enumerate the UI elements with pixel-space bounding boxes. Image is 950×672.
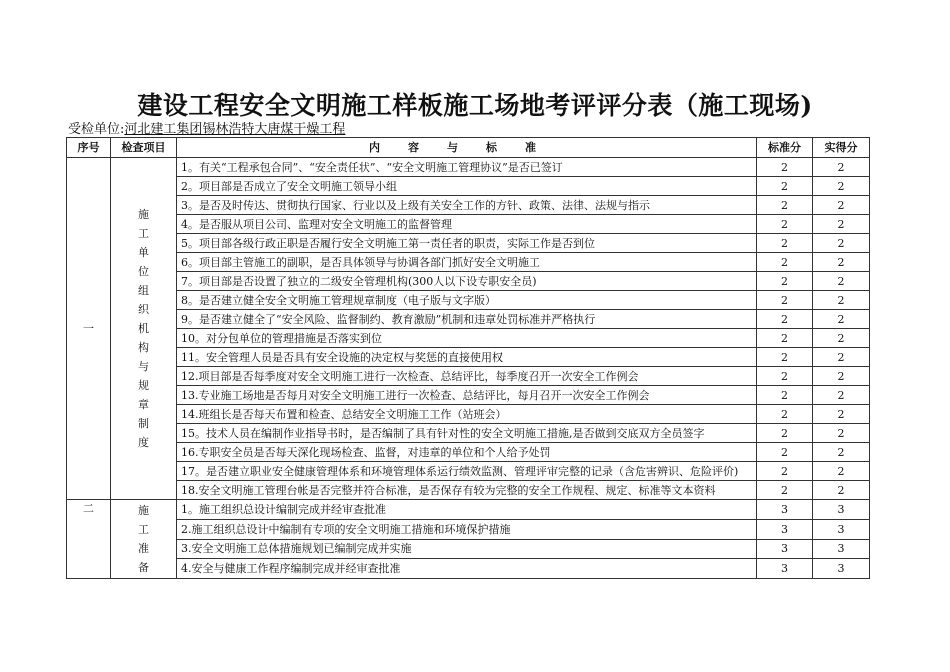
standard-score: 2 xyxy=(757,310,813,329)
actual-score: 2 xyxy=(813,196,870,215)
actual-score: 2 xyxy=(813,177,870,196)
actual-score: 2 xyxy=(813,253,870,272)
criteria-text: 6。项目部主管施工的副职，是否具体领导与协调各部门抓好安全文明施工 xyxy=(177,253,757,272)
actual-score: 2 xyxy=(813,405,870,424)
criteria-text: 5。项目部各级行政正职是否履行安全文明施工第一责任者的职责，实际工作是否到位 xyxy=(177,234,757,253)
actual-score: 2 xyxy=(813,367,870,386)
standard-score: 2 xyxy=(757,424,813,443)
standard-score: 2 xyxy=(757,291,813,310)
standard-score: 2 xyxy=(757,329,813,348)
table-row xyxy=(67,500,870,520)
criteria-text: 4。是否服从项目公司、监理对安全文明施工的监督管理 xyxy=(177,215,757,234)
standard-score: 3 xyxy=(757,519,813,539)
section-category: 施工单位组织机构与规章制度 xyxy=(138,208,149,449)
standard-score: 2 xyxy=(757,367,813,386)
actual-score: 2 xyxy=(813,386,870,405)
table-row xyxy=(67,215,870,234)
criteria-text: 8。是否建立健全安全文明施工管理规章制度（电子版与文字版） xyxy=(177,291,757,310)
criteria-text: 18.安全文明施工管理台帐是否完整并符合标准，是否保存有较为完整的安全工作规程、规定、标准等文本资料 xyxy=(177,481,757,500)
section-category-cell xyxy=(111,500,177,579)
header-content: 内容与标准 xyxy=(177,138,757,158)
table-header-row xyxy=(67,138,870,158)
standard-score: 2 xyxy=(757,386,813,405)
inspected-unit-line xyxy=(68,118,345,137)
table-body xyxy=(67,158,870,579)
criteria-text: 3。是否及时传达、贯彻执行国家、行业以及上级有关安全工作的方针、政策、法律、法规与指示 xyxy=(177,196,757,215)
actual-score: 2 xyxy=(813,310,870,329)
standard-score: 3 xyxy=(757,539,813,559)
standard-score: 3 xyxy=(757,559,813,579)
criteria-text: 17。是否建立职业安全健康管理体系和环境管理体系运行绩效监测、管理评审完整的记录（含危害辨识、危险评价) xyxy=(177,462,757,481)
standard-score: 2 xyxy=(757,177,813,196)
table-row xyxy=(67,158,870,177)
standard-score: 2 xyxy=(757,215,813,234)
table-row xyxy=(67,405,870,424)
criteria-text: 9。是否建立健全了“安全风险、监督制约、教育激励”机制和违章处罚标准并严格执行 xyxy=(177,310,757,329)
table-row xyxy=(67,310,870,329)
criteria-text: 10。对分包单位的管理措施是否落实到位 xyxy=(177,329,757,348)
header-seq: 序号 xyxy=(67,138,111,158)
actual-score: 2 xyxy=(813,462,870,481)
table-row xyxy=(67,253,870,272)
inspected-unit-value: 河北建工集团锡林浩特大唐煤干燥工程 xyxy=(124,122,346,137)
section-category-cell xyxy=(111,158,177,500)
table-row xyxy=(67,272,870,291)
criteria-text: 2.施工组织总设计中编制有专项的安全文明施工措施和环境保护措施 xyxy=(177,519,757,539)
table-row xyxy=(67,481,870,500)
standard-score: 2 xyxy=(757,443,813,462)
actual-score: 2 xyxy=(813,215,870,234)
standard-score: 2 xyxy=(757,234,813,253)
table-row xyxy=(67,329,870,348)
table-row xyxy=(67,348,870,367)
actual-score: 2 xyxy=(813,348,870,367)
score-table xyxy=(66,137,870,579)
table-row xyxy=(67,539,870,559)
criteria-text: 15。技术人员在编制作业指导书时，是否编制了具有针对性的安全文明施工措施,是否做到交底双方全员签字 xyxy=(177,424,757,443)
actual-score: 3 xyxy=(813,539,870,559)
standard-score: 3 xyxy=(757,500,813,520)
section-seq: 一 xyxy=(67,158,111,500)
inspected-unit-label: 受检单位: xyxy=(68,122,125,137)
actual-score: 2 xyxy=(813,424,870,443)
standard-score: 2 xyxy=(757,348,813,367)
header-standard-score: 标准分 xyxy=(757,138,813,158)
criteria-text: 3.安全文明施工总体措施规划已编制完成并实施 xyxy=(177,539,757,559)
actual-score: 3 xyxy=(813,559,870,579)
table-row xyxy=(67,367,870,386)
criteria-text: 2。项目部是否成立了安全文明施工领导小组 xyxy=(177,177,757,196)
actual-score: 2 xyxy=(813,272,870,291)
table-row xyxy=(67,291,870,310)
standard-score: 2 xyxy=(757,462,813,481)
criteria-text: 7。项目部是否设置了独立的二级安全管理机构(300人以下设专职安全员) xyxy=(177,272,757,291)
table-row xyxy=(67,462,870,481)
actual-score: 2 xyxy=(813,291,870,310)
header-category: 检查项目 xyxy=(111,138,177,158)
standard-score: 2 xyxy=(757,253,813,272)
criteria-text: 1。有关“工程承包合同”、“安全责任状”、“安全文明施工管理协议”是否已签订 xyxy=(177,158,757,177)
actual-score: 2 xyxy=(813,234,870,253)
section-seq: 二 xyxy=(67,500,111,579)
actual-score: 3 xyxy=(813,500,870,520)
header-actual-score: 实得分 xyxy=(813,138,870,158)
actual-score: 2 xyxy=(813,481,870,500)
actual-score: 3 xyxy=(813,519,870,539)
criteria-text: 13.专业施工场地是否每月对安全文明施工进行一次检查、总结评比，每月召开一次安全工作例会 xyxy=(177,386,757,405)
table-row xyxy=(67,234,870,253)
table-row xyxy=(67,559,870,579)
actual-score: 2 xyxy=(813,443,870,462)
table-row xyxy=(67,519,870,539)
criteria-text: 11。安全管理人员是否具有安全设施的决定权与奖惩的直接使用权 xyxy=(177,348,757,367)
criteria-text: 12.项目部是否每季度对安全文明施工进行一次检查、总结评比，每季度召开一次安全工作例会 xyxy=(177,367,757,386)
document-title: 建设工程安全文明施工样板施工场地考评评分表（施工现场) xyxy=(137,91,813,120)
table-row xyxy=(67,386,870,405)
table-row xyxy=(67,177,870,196)
criteria-text: 4.安全与健康工作程序编制完成并经审查批准 xyxy=(177,559,757,579)
table-row xyxy=(67,424,870,443)
criteria-text: 16.专职安全员是否每天深化现场检查、监督，对违章的单位和个人给予处罚 xyxy=(177,443,757,462)
standard-score: 2 xyxy=(757,158,813,177)
actual-score: 2 xyxy=(813,158,870,177)
standard-score: 2 xyxy=(757,196,813,215)
standard-score: 2 xyxy=(757,481,813,500)
criteria-text: 14.班组长是否每天布置和检查、总结安全文明施工工作（站班会） xyxy=(177,405,757,424)
standard-score: 2 xyxy=(757,405,813,424)
table-row xyxy=(67,196,870,215)
actual-score: 2 xyxy=(813,329,870,348)
section-category: 施工准备 xyxy=(138,504,149,574)
table-row xyxy=(67,443,870,462)
standard-score: 2 xyxy=(757,272,813,291)
criteria-text: 1。施工组织总设计编制完成并经审查批准 xyxy=(177,500,757,520)
